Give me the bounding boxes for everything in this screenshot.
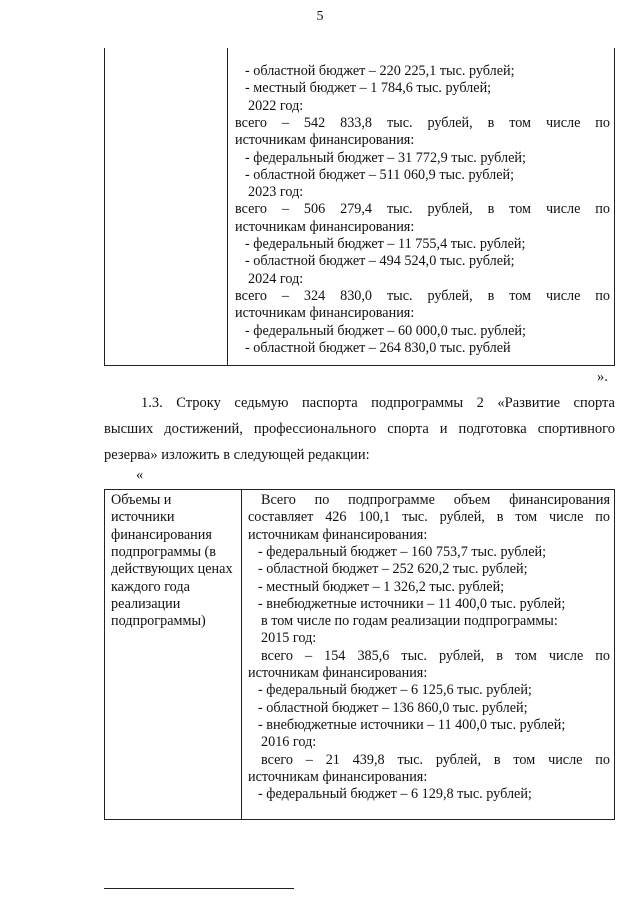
text-line: Всего по подпрограмме объем финансирования <box>261 492 610 508</box>
table-column-divider <box>227 48 228 365</box>
text-line: 2022 год: <box>248 97 304 114</box>
paragraph-line: резерва» изложить в следующей редакции: <box>104 447 370 463</box>
text-line: - областной бюджет – 220 225,1 тыс. рублей; <box>245 63 515 79</box>
label-line: Объемы и <box>111 492 172 508</box>
page-number: 5 <box>316 9 324 24</box>
text-line: - федеральный бюджет – 160 753,7 тыс. рублей; <box>258 543 547 560</box>
text-line: - областной бюджет – 511 060,9 тыс. рублей; <box>245 166 515 183</box>
financing-table-continued <box>104 48 615 366</box>
text-line: 2016 год: <box>261 734 317 751</box>
text-line: источникам финансирования: <box>235 132 415 149</box>
table-column-divider <box>241 490 242 819</box>
label-line: финансирования <box>111 526 212 543</box>
label-line: источники <box>111 509 175 526</box>
text-line: - внебюджетные источники – 11 400,0 тыс. рублей; <box>258 716 566 733</box>
text-line: всего – 542 833,8 тыс. рублей, в том числе по <box>235 114 610 131</box>
text-line: - федеральный бюджет – 11 755,4 тыс. рублей; <box>245 236 526 252</box>
label-line: действующих ценах <box>111 561 233 578</box>
subprogram-passport-table <box>104 489 615 820</box>
text-line: источникам финансирования: <box>235 218 415 235</box>
text-line: всего – 154 385,6 тыс. рублей, в том числе по <box>261 647 610 664</box>
text-line: источникам финансирования: <box>235 305 415 322</box>
label-line: подпрограммы (в <box>111 543 216 560</box>
text-line: - федеральный бюджет – 31 772,9 тыс. рублей; <box>245 149 526 166</box>
text-line: - областной бюджет – 136 860,0 тыс. рублей; <box>258 699 528 716</box>
paragraph-line: 1.3. Строку седьмую паспорта подпрограммы 2 «Развитие спорта <box>141 395 615 411</box>
text-line: всего – 21 439,8 тыс. рублей, в том числе по <box>261 751 610 768</box>
text-line: 2015 год: <box>261 630 317 647</box>
text-line: - областной бюджет – 252 620,2 тыс. рублей; <box>258 561 528 578</box>
text-line: всего – 506 279,4 тыс. рублей, в том числе по <box>235 201 610 218</box>
label-line: каждого года <box>111 578 190 595</box>
paragraph-line: высших достижений, профессионального спорта и подготовка спортивного <box>104 421 615 437</box>
text-line: источникам финансирования: <box>248 526 428 543</box>
text-line: - внебюджетные источники – 11 400,0 тыс. рублей; <box>258 595 566 612</box>
text-line: - областной бюджет – 264 830,0 тыс. рублей <box>245 339 511 356</box>
text-line: - федеральный бюджет – 6 129,8 тыс. рублей; <box>258 786 532 803</box>
text-line: - федеральный бюджет – 6 125,6 тыс. рублей; <box>258 682 532 699</box>
footer-rule <box>104 888 294 889</box>
label-line: подпрограммы) <box>111 613 206 630</box>
label-line: реализации <box>111 595 181 612</box>
text-line: в том числе по годам реализации подпрограммы: <box>261 613 558 630</box>
text-line: - областной бюджет – 494 524,0 тыс. рублей; <box>245 253 515 270</box>
opening-quote: « <box>136 467 144 483</box>
text-line: источникам финансирования: <box>248 665 428 681</box>
text-line: 2024 год: <box>248 270 304 287</box>
text-line: - местный бюджет – 1 784,6 тыс. рублей; <box>245 80 492 97</box>
text-line: всего – 324 830,0 тыс. рублей, в том числе по <box>235 287 610 304</box>
text-line: источникам финансирования: <box>248 768 428 785</box>
text-line: 2023 год: <box>248 184 304 201</box>
text-line: составляет 426 100,1 тыс. рублей, в том числе по <box>248 509 610 526</box>
text-line: - местный бюджет – 1 326,2 тыс. рублей; <box>258 578 505 595</box>
closing-quote: ». <box>597 369 608 385</box>
text-line: - федеральный бюджет – 60 000,0 тыс. рублей; <box>245 322 526 339</box>
